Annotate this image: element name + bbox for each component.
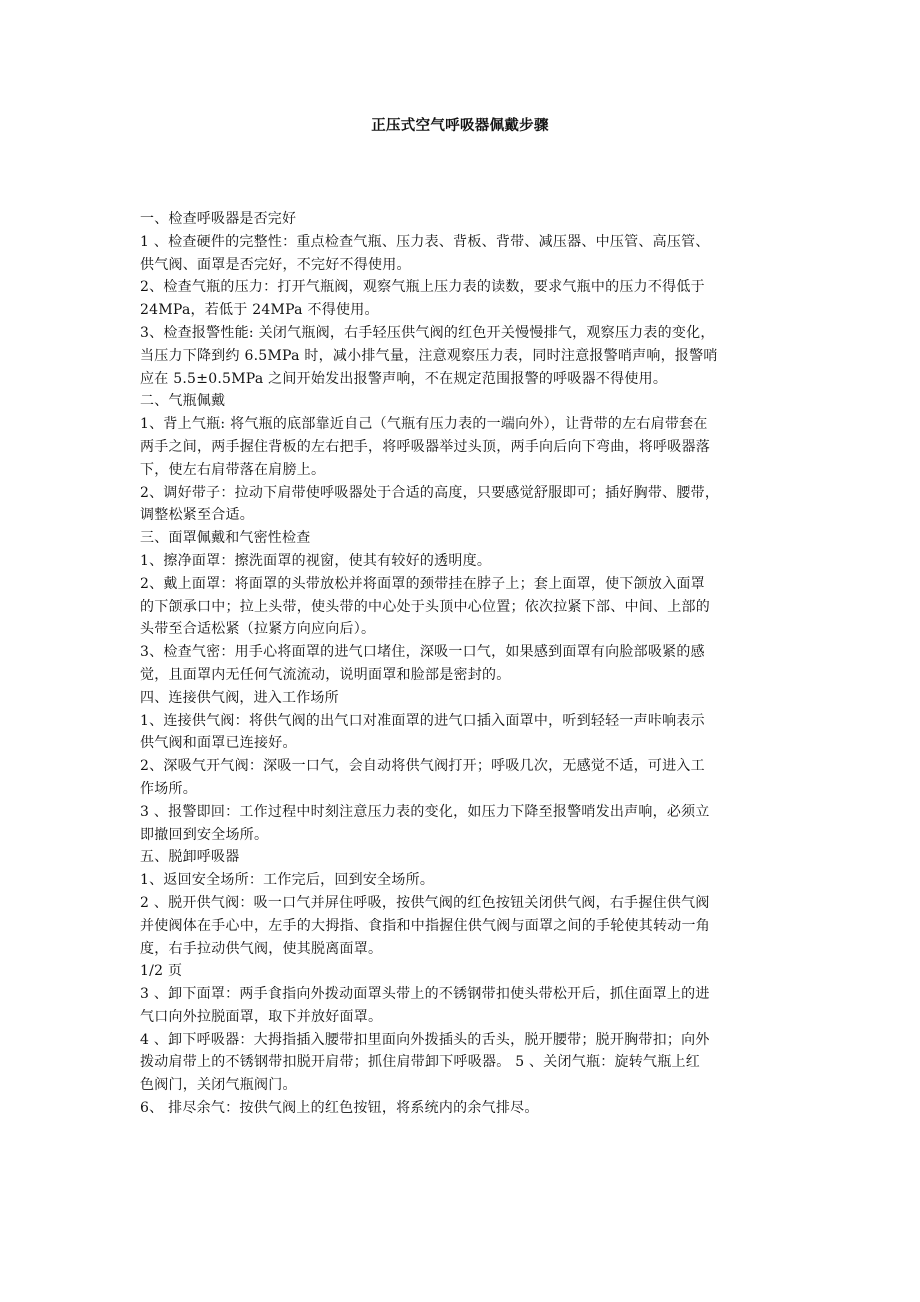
text-line: 3、检查报警性能: 关闭气瓶阀，右手轻压供气阀的红色开关慢慢排气，观察压力表的变化， [140,324,715,341]
text-line: 两手之间，两手握住背板的左右把手，将呼吸器举过头顶，两手向后向下弯曲，将呼吸器落 [140,438,710,455]
text-line: 供气阀、面罩是否完好，不完好不得使用。 [140,256,411,273]
section-heading: 四、连接供气阀，进入工作场所 [140,689,339,706]
text-line: 气口向外拉脱面罩，取下并放好面罩。 [140,1008,383,1025]
text-line: 1、擦净面罩：擦洗面罩的视窗，使其有较好的透明度。 [140,552,492,569]
text-line: 拨动肩带上的不锈钢带扣脱开肩带；抓住肩带卸下呼吸器。 5 、关闭气瓶：旋转气瓶上红 [140,1054,701,1071]
text-line: 2 、脱开供气阀：吸一口气并屏住呼吸，按供气阀的红色按钮关闭供气阀，右手握住供气阀 [140,894,710,911]
text-line: 2、戴上面罩：将面罩的头带放松并将面罩的颈带挂在脖子上；套上面罩，使下颌放入面罩 [140,575,705,592]
text-line: 6、 排尽余气：按供气阀上的红色按钮，将系统内的余气排尽。 [140,1100,539,1117]
text-line: 1 、检查硬件的完整性：重点检查气瓶、压力表、背板、背带、减压器、中压管、高压管、 [140,233,710,250]
text-line: 头带至合适松紧（拉紧方向应向后）。 [140,621,376,638]
text-line: 度，右手拉动供气阀，使其脱离面罩。 [140,940,383,957]
text-line: 2、调好带子：拉动下肩带使呼吸器处于合适的高度，只要感觉舒服即可；插好胸带、腰带， [140,484,720,501]
text-line: 1、返回安全场所：工作完后，回到安全场所。 [140,872,435,889]
page-number: 1/2 页 [140,963,183,980]
text-line: 4 、卸下呼吸器：大拇指插入腰带扣里面向外拨插头的舌头，脱开腰带；脱开胸带扣；向外 [140,1031,710,1048]
text-line: 下，使左右肩带落在肩膀上。 [140,461,326,478]
text-line: 1、连接供气阀：将供气阀的出气口对准面罩的进气口插入面罩中，听到轻轻一声咔响表示 [140,712,705,729]
section-heading: 一、检查呼吸器是否完好 [140,211,297,227]
text-line: 色阀门，关闭气瓶阀门。 [140,1077,297,1094]
text-line: 供气阀和面罩已连接好。 [140,735,297,752]
section-heading: 二、气瓶佩戴 [140,393,226,410]
section-heading: 三、面罩佩戴和气密性检查 [140,530,311,547]
text-line: 应在 5.5±0.5MPa 之间开始发出报警声响，不在规定范围报警的呼吸器不得使用。 [140,370,668,387]
text-line: 3、检查气密：用手心将面罩的进气口堵住，深吸一口气，如果感到面罩有向脸部吸紧的感 [140,644,705,661]
section-heading: 五、脱卸呼吸器 [140,849,240,866]
text-line: 2、深吸气开气阀：深吸一口气，会自动将供气阀打开；呼吸几次，无感觉不适，可进入工 [140,758,705,775]
document-body [140,208,790,1120]
text-line: 2、检查气瓶的压力：打开气瓶阀，观察气瓶上压力表的读数，要求气瓶中的压力不得低于 [140,279,705,296]
text-line: 的下颌承口中；拉上头带，使头带的中心处于头顶中心位置；依次拉紧下部、中间、上部的 [140,598,710,615]
text-line: 3 、报警即回：工作过程中时刻注意压力表的变化，如压力下降至报警哨发出声响，必须立 [140,803,710,820]
text-line: 作场所。 [140,780,197,797]
page-title: 正压式空气呼吸器佩戴步骤 [371,118,549,134]
text-line: 即撤回到安全场所。 [140,826,269,843]
text-line: 并使阀体在手心中，左手的大拇指、食指和中指握住供气阀与面罩之间的手轮使其转动一角 [140,917,710,934]
text-line: 1、背上气瓶: 将气瓶的底部靠近自己（气瓶有压力表的一端向外），让背带的左右肩带套在 [140,416,708,433]
text-line: 24MPa，若低于 24MPa 不得使用。 [140,302,379,319]
text-line: 调整松紧至合适。 [140,507,254,524]
text-line: 觉，且面罩内无任何气流流动，说明面罩和脸部是密封的。 [140,666,511,683]
text-line: 3 、卸下面罩：两手食指向外拨动面罩头带上的不锈钢带扣使头带松开后，抓住面罩上的进 [140,986,710,1003]
text-line: 当压力下降到约 6.5MPa 时，减小排气量，注意观察压力表，同时注意报警哨声响，报警哨 [140,347,718,364]
